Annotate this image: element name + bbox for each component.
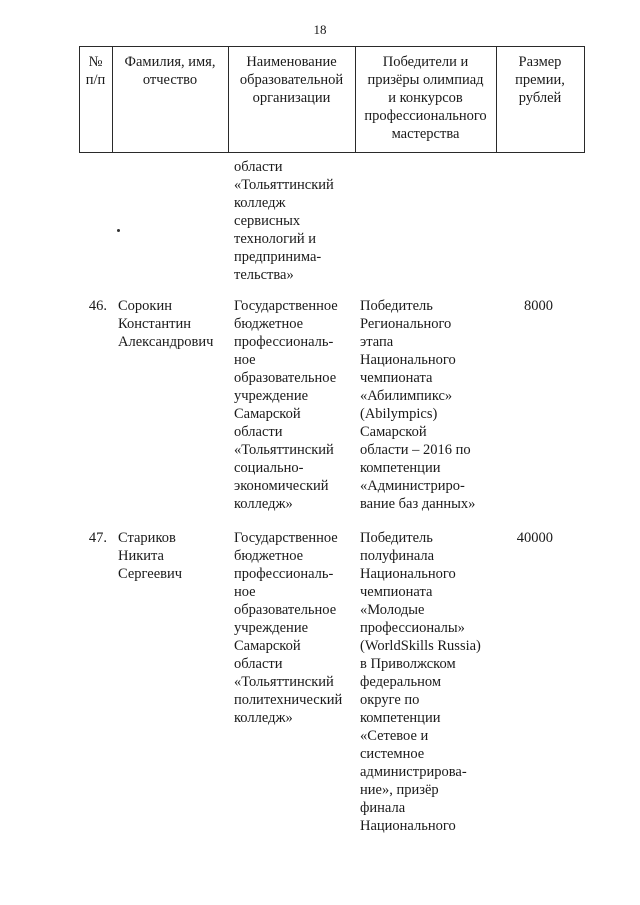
row-achievement-line: администрирова- (360, 764, 467, 780)
row-achievement-line: в Приволжском (360, 656, 456, 672)
row-org-line: бюджетное (234, 548, 304, 564)
row-org-line: ное (234, 584, 256, 600)
row-org-line: политехнический (234, 692, 343, 708)
table-top-border (79, 46, 585, 47)
row-achievement-line: вание баз данных» (360, 496, 476, 512)
row-achievement (360, 529, 481, 835)
continuation-org-line: сервисных (234, 213, 301, 229)
header-num-line: п/п (85, 72, 106, 88)
page-number: 18 (313, 22, 327, 37)
header-name-line: отчество (142, 72, 198, 88)
row-achievement-line: «Администриро- (360, 478, 465, 494)
continuation-org-line: тельства» (234, 267, 294, 283)
column-divider (584, 46, 585, 153)
row-org-line: социально- (234, 460, 304, 476)
row-org-line: колледж» (234, 710, 293, 726)
row-org-line: учреждение (234, 620, 309, 636)
header-org-line: образовательной (239, 72, 344, 88)
header-prize-line: рублей (518, 90, 562, 106)
row-achievement-line: полуфинала (360, 548, 435, 564)
row-name-line: Сорокин (118, 298, 172, 314)
header-achievement-line: мастерства (391, 126, 460, 142)
row-achievement-line: компетенции (360, 460, 441, 476)
row-achievement-line: чемпионата (360, 584, 433, 600)
scan-speck (117, 229, 120, 232)
header-org (228, 53, 355, 107)
row-org-line: профессиональ- (234, 566, 334, 582)
row-org-line: профессиональ- (234, 334, 334, 350)
row-org-line: «Тольяттинский (234, 442, 334, 458)
row-org-line: Государственное (234, 298, 338, 314)
row-achievement-line: «Молодые (360, 602, 425, 618)
header-achievement (355, 53, 496, 143)
row-name-line: Никита (118, 548, 164, 564)
header-prize-line: Размер (518, 54, 562, 70)
row-org (234, 529, 342, 727)
header-achievement-line: Победители и (382, 54, 469, 70)
row-name-line: Сергеевич (118, 566, 183, 582)
header-prize-line: премии, (515, 72, 565, 88)
row-achievement-line: (WorldSkills Russia) (360, 638, 481, 654)
row-org-line: области (234, 424, 283, 440)
row-achievement-line: Национального (360, 566, 456, 582)
header-achievement-line: призёры олимпиад (367, 72, 484, 88)
row-org-line: области (234, 656, 283, 672)
row-achievement-line: округе по (360, 692, 420, 708)
row-org-line: образовательное (234, 370, 337, 386)
row-achievement-line: Самарской (360, 424, 427, 440)
row-name (118, 297, 213, 351)
row-org-line: Самарской (234, 638, 301, 654)
header-name (112, 53, 228, 89)
row-prize: 8000 (524, 298, 553, 314)
header-achievement-line: и конкурсов (388, 90, 463, 106)
row-org-line: образовательное (234, 602, 337, 618)
row-name-line: Константин (118, 316, 191, 332)
row-achievement-line: профессионалы» (360, 620, 465, 636)
row-achievement-line: Победитель (360, 298, 433, 314)
header-name-line: Фамилия, имя, (124, 54, 216, 70)
row-org-line: Самарской (234, 406, 301, 422)
row-achievement-line: чемпионата (360, 370, 433, 386)
row-name-line: Стариков (118, 530, 176, 546)
continuation-org-line: предпринима- (234, 249, 322, 265)
row-org-line: ное (234, 352, 256, 368)
row-org (234, 297, 338, 513)
row-org-line: бюджетное (234, 316, 304, 332)
row-achievement-line: Национального (360, 818, 456, 834)
row-achievement-line: ние», призёр (360, 782, 439, 798)
row-achievement-line: компетенции (360, 710, 441, 726)
header-prize (496, 53, 584, 107)
row-achievement-line: Регионального (360, 316, 452, 332)
header-num-line: № (88, 54, 103, 70)
continuation-org-line: колледж (234, 195, 286, 211)
continuation-org-line: области (234, 159, 283, 175)
table-header-bottom-border (79, 152, 585, 153)
continuation-org-line: технологий и (234, 231, 316, 247)
row-achievement-line: «Сетевое и (360, 728, 429, 744)
row-org-line: «Тольяттинский (234, 674, 334, 690)
row-achievement-line: федеральном (360, 674, 442, 690)
continuation-org (234, 158, 334, 284)
header-num (79, 53, 112, 89)
continuation-org-line: «Тольяттинский (234, 177, 334, 193)
row-org-line: учреждение (234, 388, 309, 404)
row-org-line: экономический (234, 478, 329, 494)
row-achievement-line: «Абилимпикс» (360, 388, 453, 404)
row-org-line: колледж» (234, 496, 293, 512)
row-achievement-line: области – 2016 по (360, 442, 471, 458)
row-name (118, 529, 182, 583)
row-prize: 40000 (516, 530, 553, 546)
row-achievement (360, 297, 475, 513)
row-achievement-line: системное (360, 746, 425, 762)
row-achievement-line: этапа (360, 334, 394, 350)
row-number: 46. (88, 298, 107, 314)
row-achievement-line: финала (360, 800, 406, 816)
row-achievement-line: Победитель (360, 530, 433, 546)
row-number: 47. (88, 530, 107, 546)
header-org-line: организации (252, 90, 331, 106)
row-org-line: Государственное (234, 530, 338, 546)
header-org-line: Наименование (246, 54, 337, 70)
row-name-line: Александрович (118, 334, 214, 350)
row-achievement-line: (Abilympics) (360, 406, 438, 422)
header-achievement-line: профессионального (364, 108, 487, 124)
row-achievement-line: Национального (360, 352, 456, 368)
